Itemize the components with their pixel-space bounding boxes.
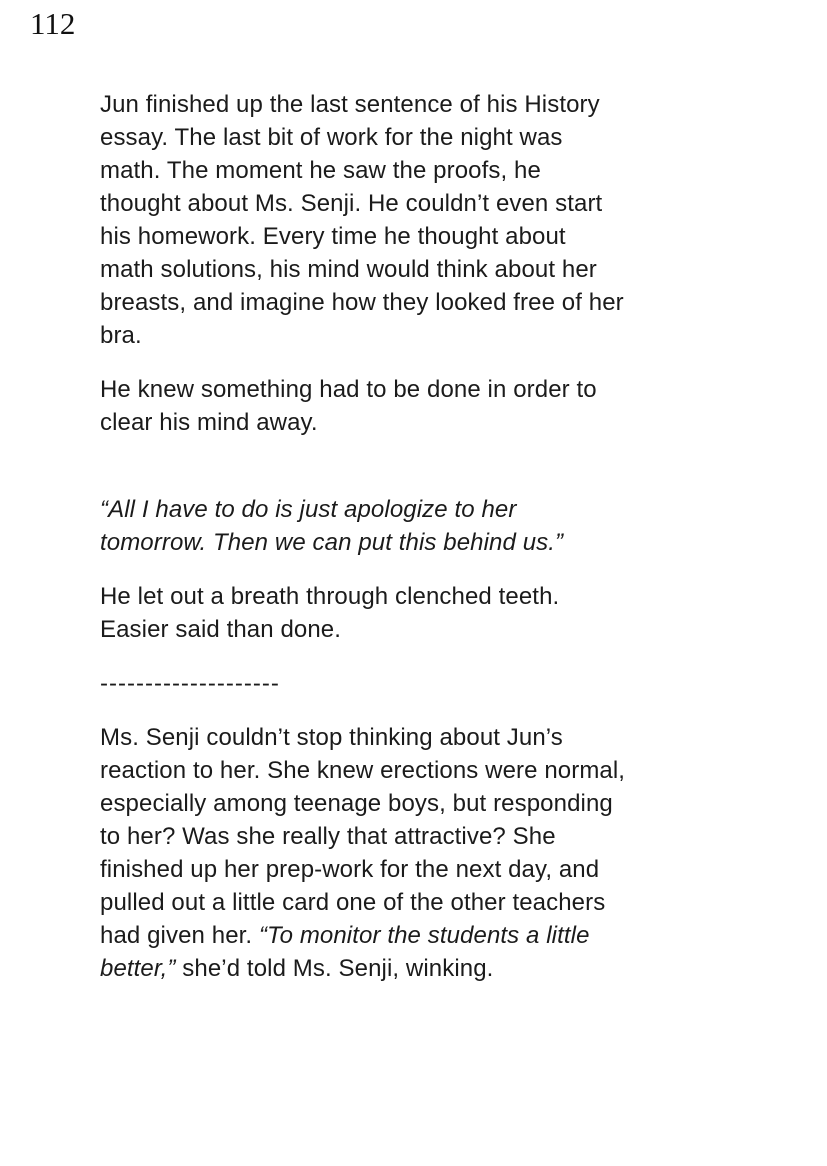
italic-text-segment: better,” [100,955,176,982]
italic-text-segment: tomorrow. Then we can put this behind us.” [100,529,564,556]
text-line [100,820,728,853]
text-segment: she’d told Ms. Senji, winking. [175,955,494,982]
text-segment: math. The moment he saw the proofs, he [100,157,541,184]
text-segment: bra. [100,322,142,349]
text-line [100,319,728,352]
text-line [100,754,728,787]
text-line [100,667,728,700]
text-line [100,253,728,286]
text-line [100,613,728,646]
text-segment: clear his mind away. [100,409,318,436]
text-segment: especially among teenage boys, but responding [100,790,613,817]
text-segment: had given her. [100,922,259,949]
text-line [100,373,728,406]
text-segment: essay. The last bit of work for the night was [100,124,563,151]
text-segment: He knew something had to be done in order to [100,376,597,403]
section-divider [100,667,728,700]
text-segment: reaction to her. She knew erections were normal, [100,757,626,784]
text-line [100,721,728,754]
text-segment: breasts, and imagine how they looked free of her [100,289,624,316]
text-segment: -------------------- [100,670,280,697]
text-segment: Easier said than done. [100,616,342,643]
text-segment: his homework. Every time he thought about [100,223,566,250]
text-segment: Ms. Senji couldn’t stop thinking about Jun’s [100,724,563,751]
text-line [100,919,728,952]
text-line [100,853,728,886]
text-line [100,493,728,526]
page-number: 112 [30,6,76,41]
italic-text-segment: “To monitor the students a little [258,922,590,949]
text-segment: thought about Ms. Senji. He couldn’t even start [100,190,603,217]
paragraph-3-inner-monologue [100,493,728,559]
text-content [100,88,728,1006]
paragraph-2 [100,373,728,439]
text-line [100,220,728,253]
text-line [100,526,728,559]
text-segment: to her? Was she really that attractive? She [100,823,556,850]
paragraph-4 [100,580,728,646]
paragraph-1 [100,88,728,352]
text-line [100,187,728,220]
text-line [100,787,728,820]
text-segment: pulled out a little card one of the other teachers [100,889,606,916]
text-segment: math solutions, his mind would think about her [100,256,597,283]
text-segment: Jun finished up the last sentence of his History [100,91,600,118]
text-line [100,580,728,613]
text-segment: He let out a breath through clenched teeth. [100,583,560,610]
text-segment: finished up her prep-work for the next day, and [100,856,600,883]
text-line [100,121,728,154]
text-line [100,286,728,319]
text-line [100,154,728,187]
text-line [100,88,728,121]
italic-text-segment: “All I have to do is just apologize to her [100,496,517,523]
paragraph-5 [100,721,728,985]
text-line [100,952,728,985]
text-line [100,886,728,919]
text-line [100,406,728,439]
